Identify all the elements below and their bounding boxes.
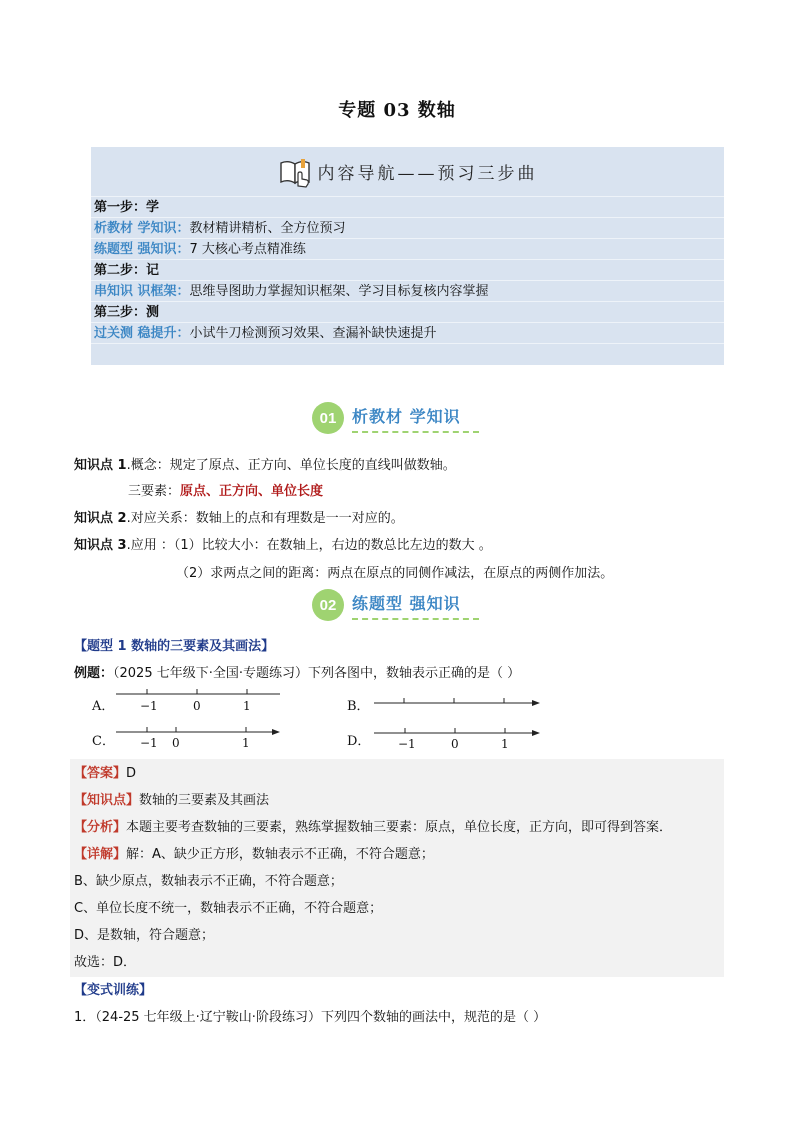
knowledge-point-line: 【知识点】数轴的三要素及其画法 bbox=[74, 793, 270, 808]
question-type-heading: 【题型 1 数轴的三要素及其画法】 bbox=[74, 639, 275, 654]
detail-line-d: D、是数轴，符合题意； bbox=[74, 928, 215, 943]
knowledge-point-3-sub: （2）求两点之间的距离：两点在原点的同侧作减法，在原点的两侧作加法。 bbox=[176, 566, 614, 581]
option-b-label: B． bbox=[347, 699, 370, 714]
nav-header-text: 内容导航——预习三步曲 bbox=[317, 164, 538, 184]
section-01-heading bbox=[312, 400, 479, 436]
option-a-label: A． bbox=[92, 699, 115, 714]
section-number-badge: 01 bbox=[312, 402, 344, 434]
content-navigation-box bbox=[91, 147, 724, 365]
section-title: 练题型 强知识 bbox=[352, 591, 479, 620]
knowledge-point-2: 知识点 2.对应关系：数轴上的点和有理数是一一对应的。 bbox=[74, 511, 404, 526]
conclusion-line: 故选：D． bbox=[74, 955, 137, 970]
tick-label: −1 bbox=[140, 736, 158, 750]
nav-step-3: 第三步：测 bbox=[91, 302, 724, 323]
nav-item-study: 析教材 学知识：教材精讲精析、全方位预习 bbox=[91, 218, 724, 239]
tick-label: 0 bbox=[193, 699, 201, 713]
option-b-number-line bbox=[372, 690, 544, 710]
detail-line-b: B、缺少原点，数轴表示不正确，不符合题意； bbox=[74, 874, 343, 889]
knowledge-point-3: 知识点 3.应用 ：（1）比较大小：在数轴上，右边的数总比左边的数大 。 bbox=[74, 538, 492, 553]
option-d-number-line bbox=[372, 723, 544, 753]
nav-item-test: 过关测 稳提升：小试牛刀检测预习效果、查漏补缺快速提升 bbox=[91, 323, 724, 344]
section-number-badge: 02 bbox=[312, 589, 344, 621]
tick-label: 0 bbox=[172, 736, 180, 750]
tick-label: 1 bbox=[243, 699, 251, 713]
option-c-label: C． bbox=[92, 734, 115, 749]
option-d-label: D． bbox=[347, 734, 371, 749]
tick-label: −1 bbox=[398, 737, 416, 751]
analysis-line: 【分析】本题主要考查数轴的三要素，熟练掌握数轴三要素：原点，单位长度，正方向，即可得到答案． bbox=[74, 820, 673, 835]
tick-label: 1 bbox=[242, 736, 250, 750]
nav-header bbox=[91, 147, 724, 197]
three-elements: 三要素：原点、正方向、单位长度 bbox=[128, 484, 324, 499]
answer-line: 【答案】D bbox=[74, 766, 137, 781]
knowledge-point-1: 知识点 1.概念：规定了原点、正方向、单位长度的直线叫做数轴。 bbox=[74, 458, 456, 473]
tick-label: 1 bbox=[501, 737, 509, 751]
question-1: 1．（24-25 七年级上·辽宁鞍山·阶段练习）下列四个数轴的画法中，规范的是（ ） bbox=[74, 1010, 547, 1025]
tick-label: −1 bbox=[140, 699, 158, 713]
tick-label: 0 bbox=[451, 737, 459, 751]
example-question: 例题：（2025 七年级下·全国·专题练习）下列各图中，数轴表示正确的是（ ） bbox=[74, 666, 521, 681]
nav-step-2: 第二步：记 bbox=[91, 260, 724, 281]
detail-line: 【详解】解：A、缺少正方形，数轴表示不正确，不符合题意； bbox=[74, 847, 434, 862]
detail-line-c: C、单位长度不统一，数轴表示不正确，不符合题意； bbox=[74, 901, 383, 916]
nav-item-practice: 练题型 强知识：7 大核心考点精准练 bbox=[91, 239, 724, 260]
option-c-number-line bbox=[114, 722, 286, 752]
option-a-number-line bbox=[114, 686, 284, 716]
nav-item-framework: 串知识 识框架：思维导图助力掌握知识框架、学习目标复核内容掌握 bbox=[91, 281, 724, 302]
section-02-heading bbox=[312, 587, 479, 623]
book-hand-icon bbox=[278, 156, 314, 188]
nav-step-1: 第一步：学 bbox=[91, 197, 724, 218]
page-title: 专题 03 数轴 bbox=[338, 100, 456, 121]
section-title: 析教材 学知识 bbox=[352, 404, 479, 433]
variant-training-heading: 【变式训练】 bbox=[74, 983, 153, 998]
